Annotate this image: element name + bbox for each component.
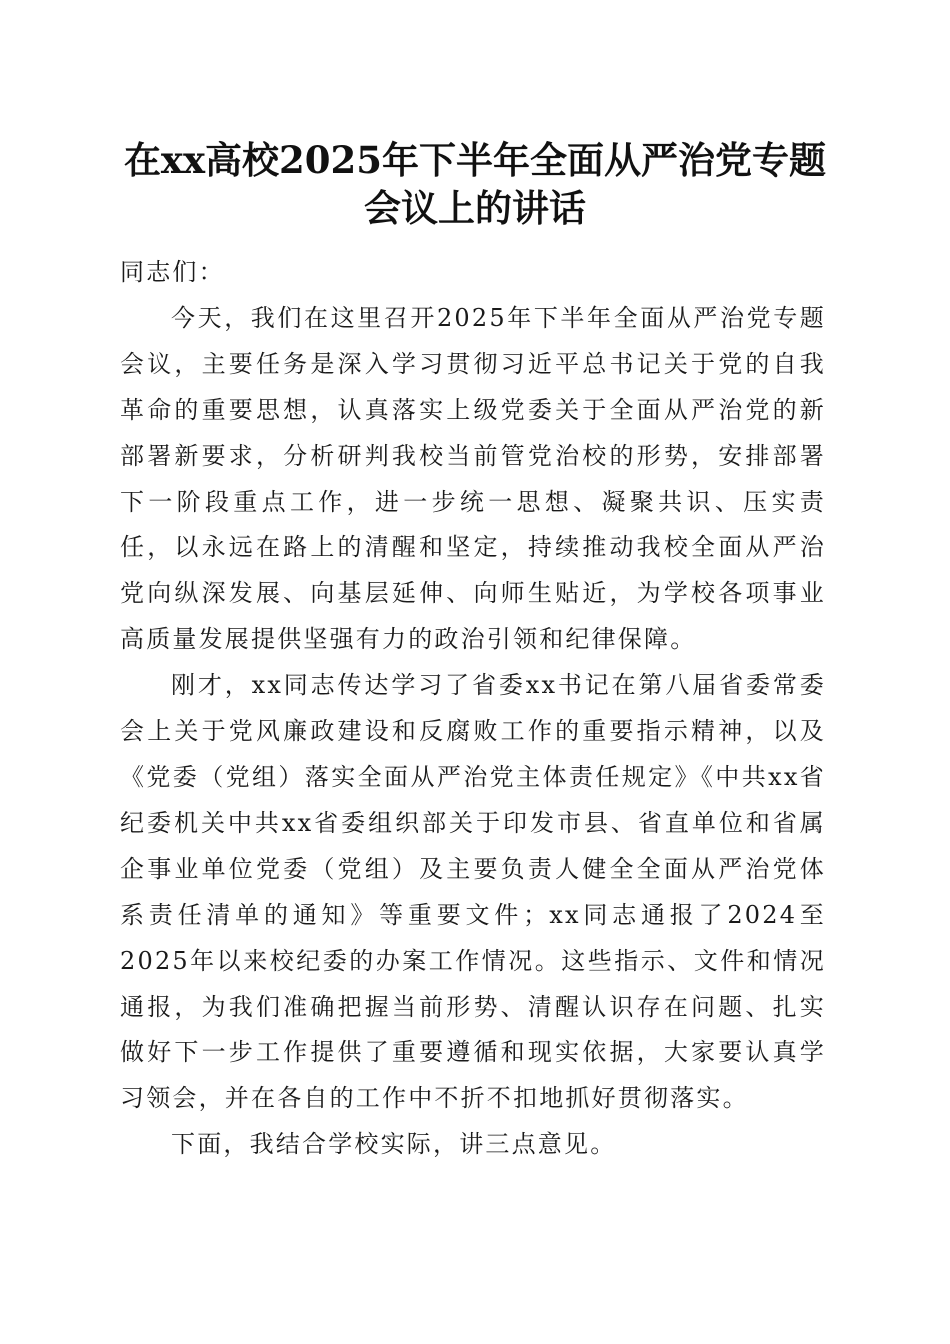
- document-body: [120, 250, 826, 1168]
- document-title: 在xx高校2025年下半年全面从严治党专题会议上的讲话: [123, 138, 827, 230]
- paragraph-review: 刚才，xx同志传达学习了省委xx书记在第八届省委常委会上关于党风廉政建设和反腐败工作的重要指示精神，以及《党委（党组）落实全面从严治党主体责任规定》《中共xx省纪委机关中共xx省委组织部关于印发市县、省直单位和省属企事业单位党委（党组）及主要负责人健全全面从严治党体系责任清单的通知》等重要文件；xx同志通报了2024至2025年以来校纪委的办案工作情况。这些指示、文件和情况通报，为我们准确把握当前形势、清醒认识存在问题、扎实做好下一步工作提供了重要遵循和现实依据，大家要认真学习领会，并在各自的工作中不折不扣地抓好贯彻落实。: [120, 671, 826, 1113]
- paragraph-opening: 今天，我们在这里召开2025年下半年全面从严治党专题会议，主要任务是深入学习贯彻习近平总书记关于党的自我革命的重要思想，认真落实上级党委关于全面从严治党的新部署新要求，分析研判我校当前管党治校的形势，安排部署下一阶段重点工作，进一步统一思想、凝聚共识、压实责任，以永远在路上的清醒和坚定，持续推动我校全面从严治党向纵深发展、向基层延伸、向师生贴近，为学校各项事业高质量发展提供坚强有力的政治引领和纪律保障。: [120, 303, 826, 654]
- salutation: 同志们：: [120, 258, 225, 286]
- paragraph-transition: 下面，我结合学校实际，讲三点意见。: [171, 1130, 617, 1159]
